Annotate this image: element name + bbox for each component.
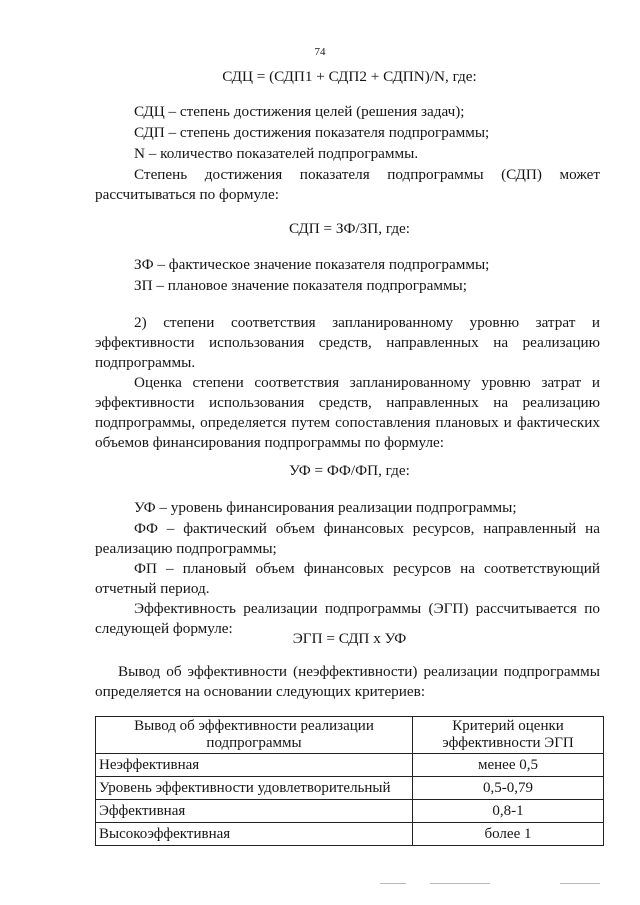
- item2-line1: 2) степени соответствия запланированному уровню затрат и: [134, 314, 600, 331]
- definition-sdc: СДЦ – степень достижения целей (решения задач);: [134, 103, 465, 120]
- table-cell-value: 0,5-0,79: [413, 777, 604, 800]
- definition-sdp: СДП – степень достижения показателя подпрограммы;: [134, 124, 490, 141]
- definition-uf: УФ – уровень финансирования реализации подпрограммы;: [134, 499, 517, 516]
- formula-egp: ЭГП = СДП х УФ: [292, 630, 407, 647]
- scan-speck: [430, 883, 490, 884]
- formula-sdp: СДП = ЗФ/ЗП, где:: [288, 220, 411, 237]
- item2-line2: эффективности использования средств, направленных на реализацию: [95, 334, 600, 351]
- paragraph-estimate-line3: подпрограммы, определяется путем сопоставления плановых и фактических: [95, 414, 600, 431]
- definition-fp-line2: отчетный период.: [95, 580, 210, 597]
- definition-zp: ЗП – плановое значение показателя подпрограммы;: [134, 277, 467, 294]
- item2-line3: подпрограммы.: [95, 354, 196, 371]
- table-row: [96, 777, 604, 800]
- criteria-table: [95, 716, 604, 846]
- paragraph-estimate-line1: Оценка степени соответствия запланированному уровню затрат и: [134, 374, 600, 391]
- paragraph-sdp-line2: рассчитываться по формуле:: [95, 186, 279, 203]
- definition-fp-line1: ФП – плановый объем финансовых ресурсов на соответствующий: [134, 560, 600, 577]
- formula-uf: УФ = ФФ/ФП, где:: [289, 462, 410, 479]
- paragraph-conclusion-line1: Вывод об эффективности (неэффективности) реализации подпрограммы: [118, 663, 600, 680]
- table-cell-label: Уровень эффективности удовлетворительный: [96, 777, 413, 800]
- table-header-row: [96, 717, 604, 754]
- paragraph-egp-line1: Эффективность реализации подпрограммы (ЭГП) рассчитывается по: [134, 600, 600, 617]
- table-row: [96, 800, 604, 823]
- paragraph-estimate-line4: объемов финансирования подпрограммы по формуле:: [95, 434, 444, 451]
- page-number: 74: [314, 46, 326, 58]
- paragraph-sdp-line1: Степень достижения показателя подпрограммы (СДП) может: [134, 166, 600, 183]
- definition-ff-line2: реализацию подпрограммы;: [95, 540, 277, 557]
- table-cell-label: Неэффективная: [96, 754, 413, 777]
- definition-zf: ЗФ – фактическое значение показателя подпрограммы;: [134, 256, 490, 273]
- paragraph-conclusion-line2: определяется на основании следующих критериев:: [95, 683, 426, 700]
- table-cell-value: менее 0,5: [413, 754, 604, 777]
- definition-n: N – количество показателей подпрограммы.: [134, 145, 419, 162]
- scan-speck: [380, 883, 406, 884]
- table-header-conclusion: Вывод об эффективности реализации подпрограммы: [96, 717, 413, 754]
- table-row: [96, 823, 604, 846]
- table-cell-label: Высокоэффективная: [96, 823, 413, 846]
- table-row: [96, 754, 604, 777]
- definition-ff-line1: ФФ – фактический объем финансовых ресурсов, направленный на: [134, 520, 600, 537]
- formula-sdc: СДЦ = (СДП1 + СДП2 + СДПN)/N, где:: [222, 68, 477, 85]
- table-cell-value: 0,8-1: [413, 800, 604, 823]
- table-cell-label: Эффективная: [96, 800, 413, 823]
- paragraph-estimate-line2: эффективности использования средств, направленных на реализацию: [95, 394, 600, 411]
- table-header-criterion: Критерий оценки эффективности ЭГП: [413, 717, 604, 754]
- table-cell-value: более 1: [413, 823, 604, 846]
- paragraph-egp-line2: следующей формуле:: [95, 620, 233, 637]
- scan-speck: [560, 883, 600, 884]
